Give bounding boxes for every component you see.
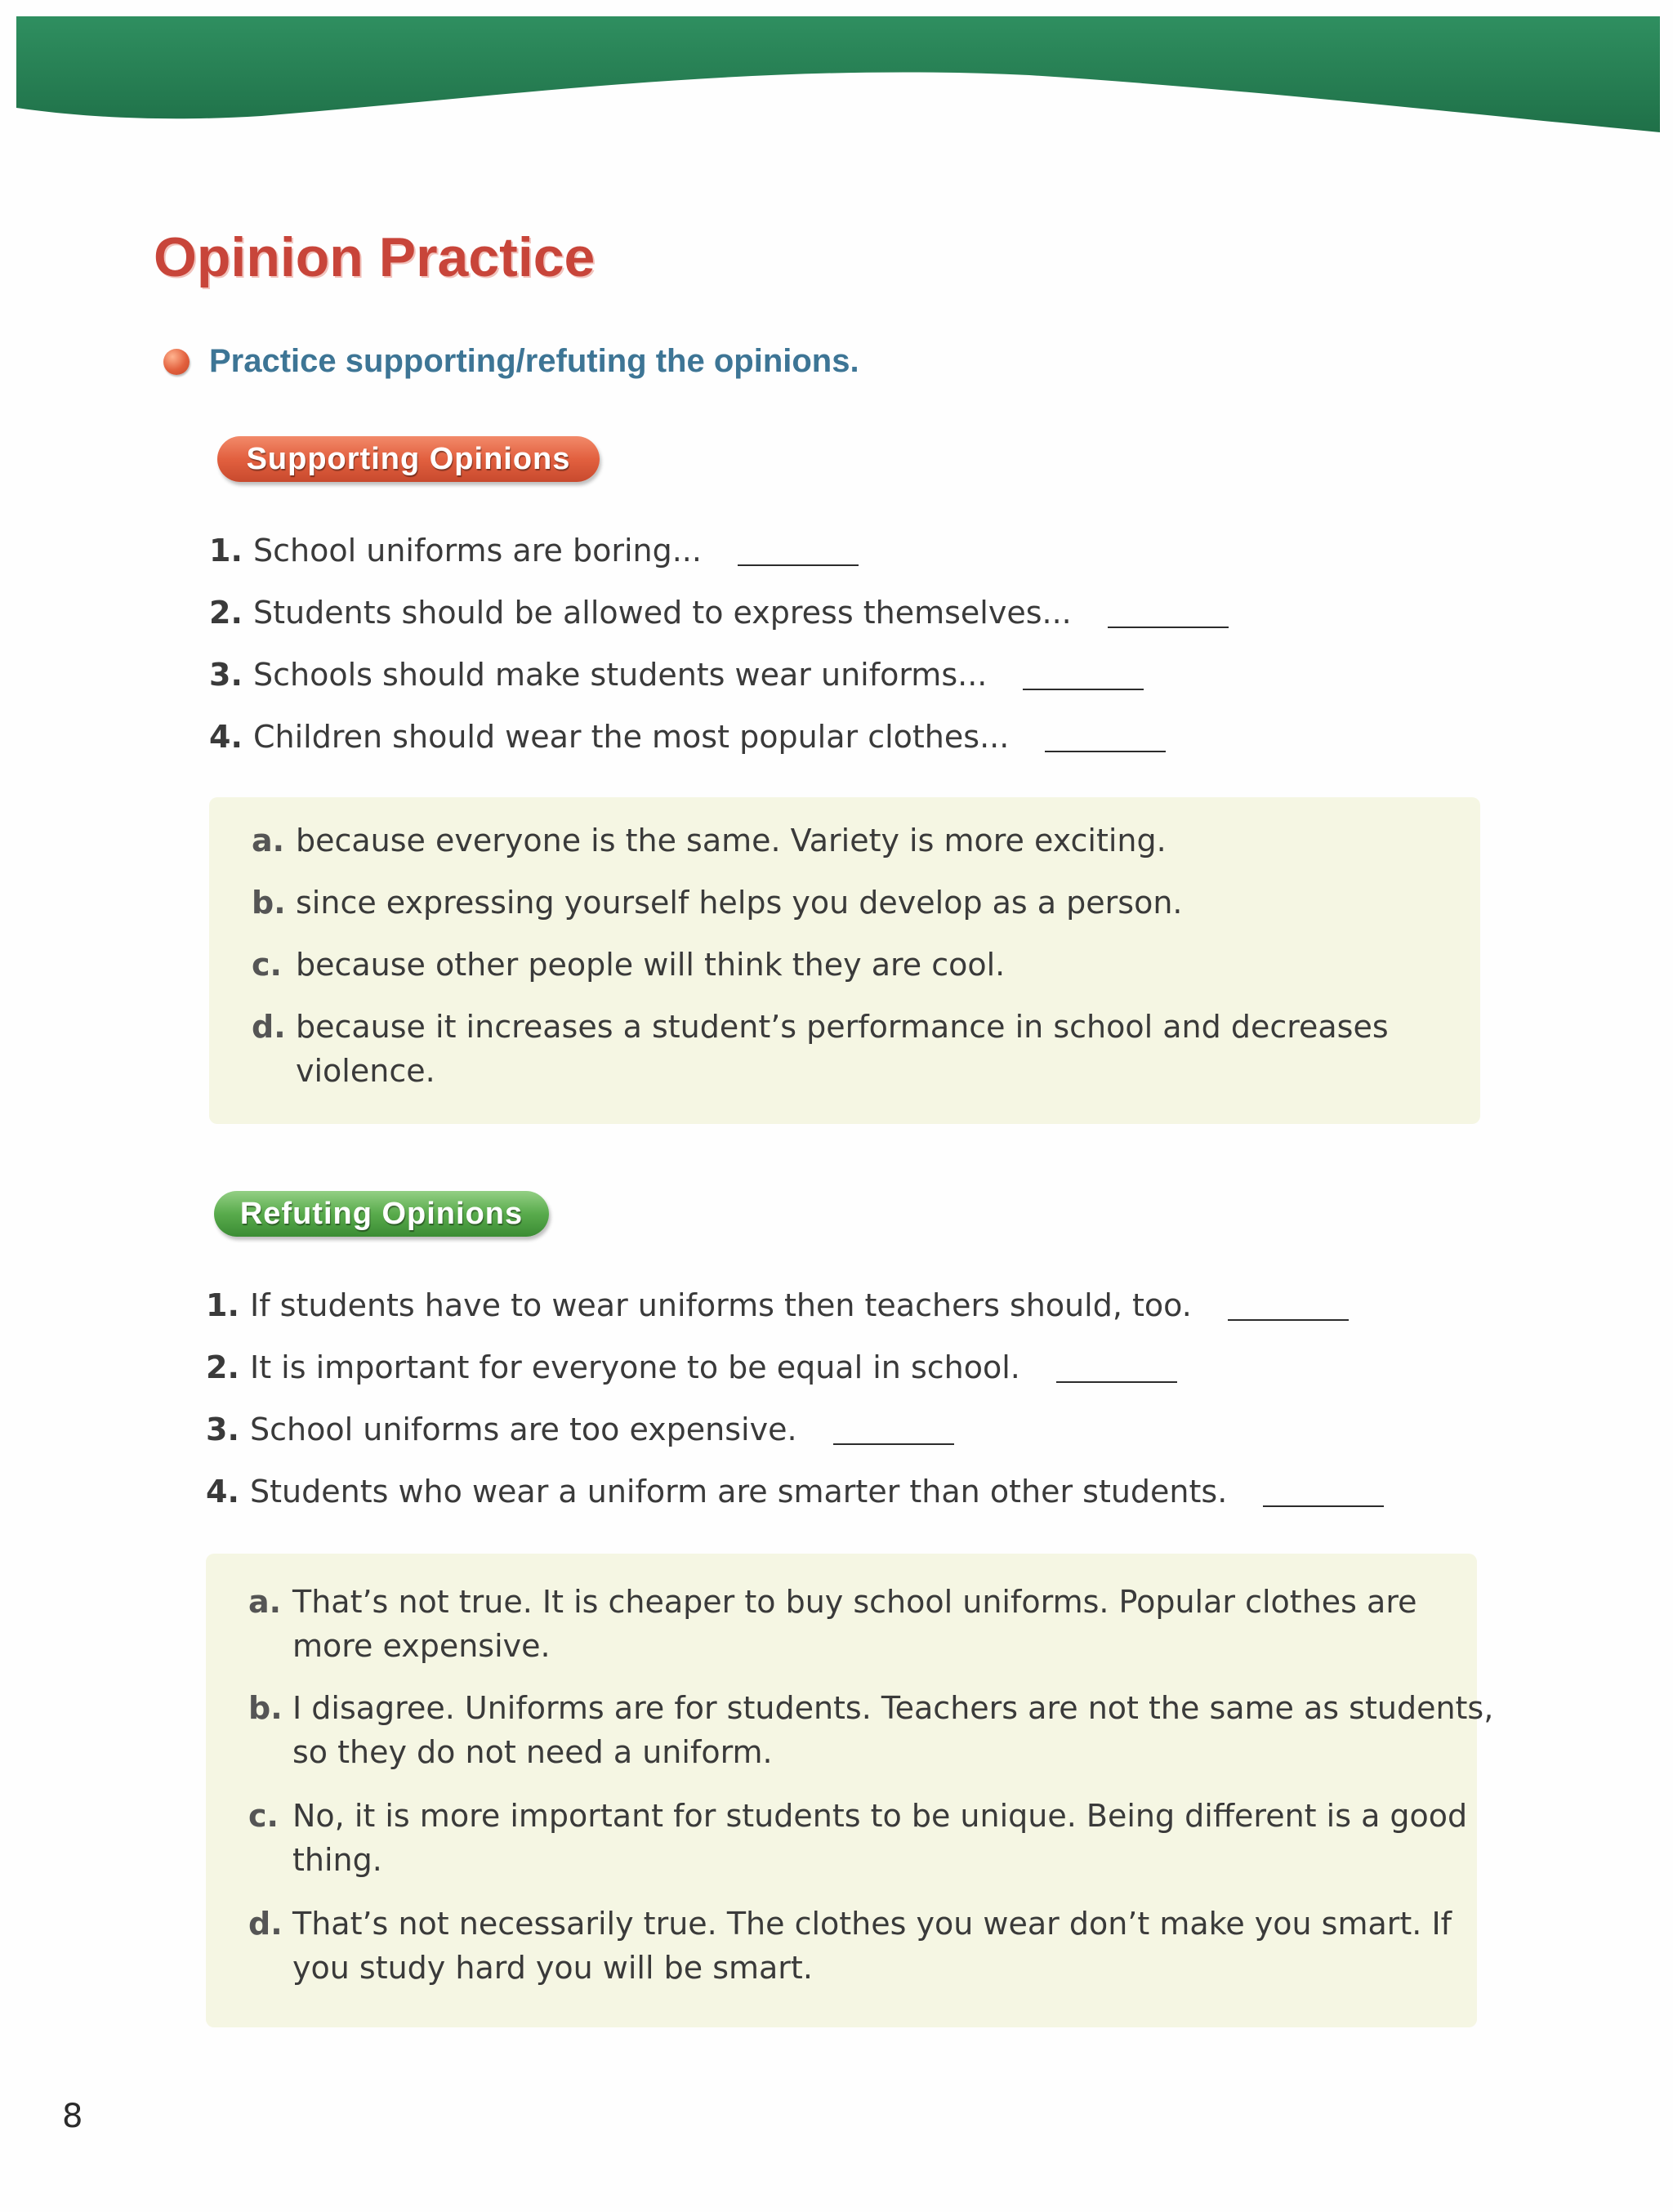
answer-blank[interactable] <box>1045 751 1166 752</box>
refuting-option-b: b. I disagree. Uniforms are for students. Teachers are not the same as students, so they do not need a uniform. <box>248 1690 1494 1770</box>
refuting-statement: 4. Students who wear a uniform are smarter than other students. <box>206 1474 1384 1510</box>
supporting-opinions-label: Supporting Opinions <box>217 436 600 482</box>
supporting-option-c: c. because other people will think they are cool. <box>252 947 1006 983</box>
refuting-statement: 2. It is important for everyone to be equal in school. <box>206 1349 1177 1385</box>
refuting-opinions-label: Refuting Opinions <box>214 1191 549 1237</box>
header-banner <box>0 0 1673 139</box>
bullet-icon <box>163 349 190 375</box>
supporting-statement: 3. Schools should make students wear uniforms... <box>209 657 1144 693</box>
page-number: 8 <box>62 2098 83 2135</box>
refuting-option-a: a. That’s not true. It is cheaper to buy school uniforms. Popular clothes are more expensive. <box>248 1584 1417 1664</box>
answer-blank[interactable] <box>1108 627 1229 628</box>
answer-blank[interactable] <box>1023 689 1144 690</box>
instruction <box>163 343 859 380</box>
refuting-option-c: c. No, it is more important for students to be unique. Being different is a good thing. <box>248 1798 1468 1878</box>
supporting-statement: 2. Students should be allowed to express themselves... <box>209 595 1229 631</box>
answer-blank[interactable] <box>738 564 859 566</box>
answer-blank[interactable] <box>1056 1381 1177 1383</box>
instruction-text: Practice supporting/refuting the opinions. <box>209 343 859 379</box>
answer-blank[interactable] <box>1263 1505 1384 1507</box>
supporting-statement: 4. Children should wear the most popular clothes... <box>209 719 1166 755</box>
supporting-option-b: b. since expressing yourself helps you develop as a person. <box>252 885 1183 921</box>
page-title: Opinion Practice <box>154 226 596 288</box>
refuting-statement: 1. If students have to wear uniforms then teachers should, too. <box>206 1287 1349 1323</box>
answer-blank[interactable] <box>1228 1319 1349 1321</box>
refuting-option-d: d. That’s not necessarily true. The clothes you wear don’t make you smart. If you study hard you will be smart. <box>248 1906 1452 1986</box>
supporting-option-a: a. because everyone is the same. Variety is more exciting. <box>252 823 1167 858</box>
supporting-option-d: d. because it increases a student’s performance in school and decreases violence. <box>252 1009 1389 1089</box>
supporting-statement: 1. School uniforms are boring... <box>209 533 859 569</box>
answer-blank[interactable] <box>833 1443 954 1445</box>
refuting-statement: 3. School uniforms are too expensive. <box>206 1411 954 1447</box>
